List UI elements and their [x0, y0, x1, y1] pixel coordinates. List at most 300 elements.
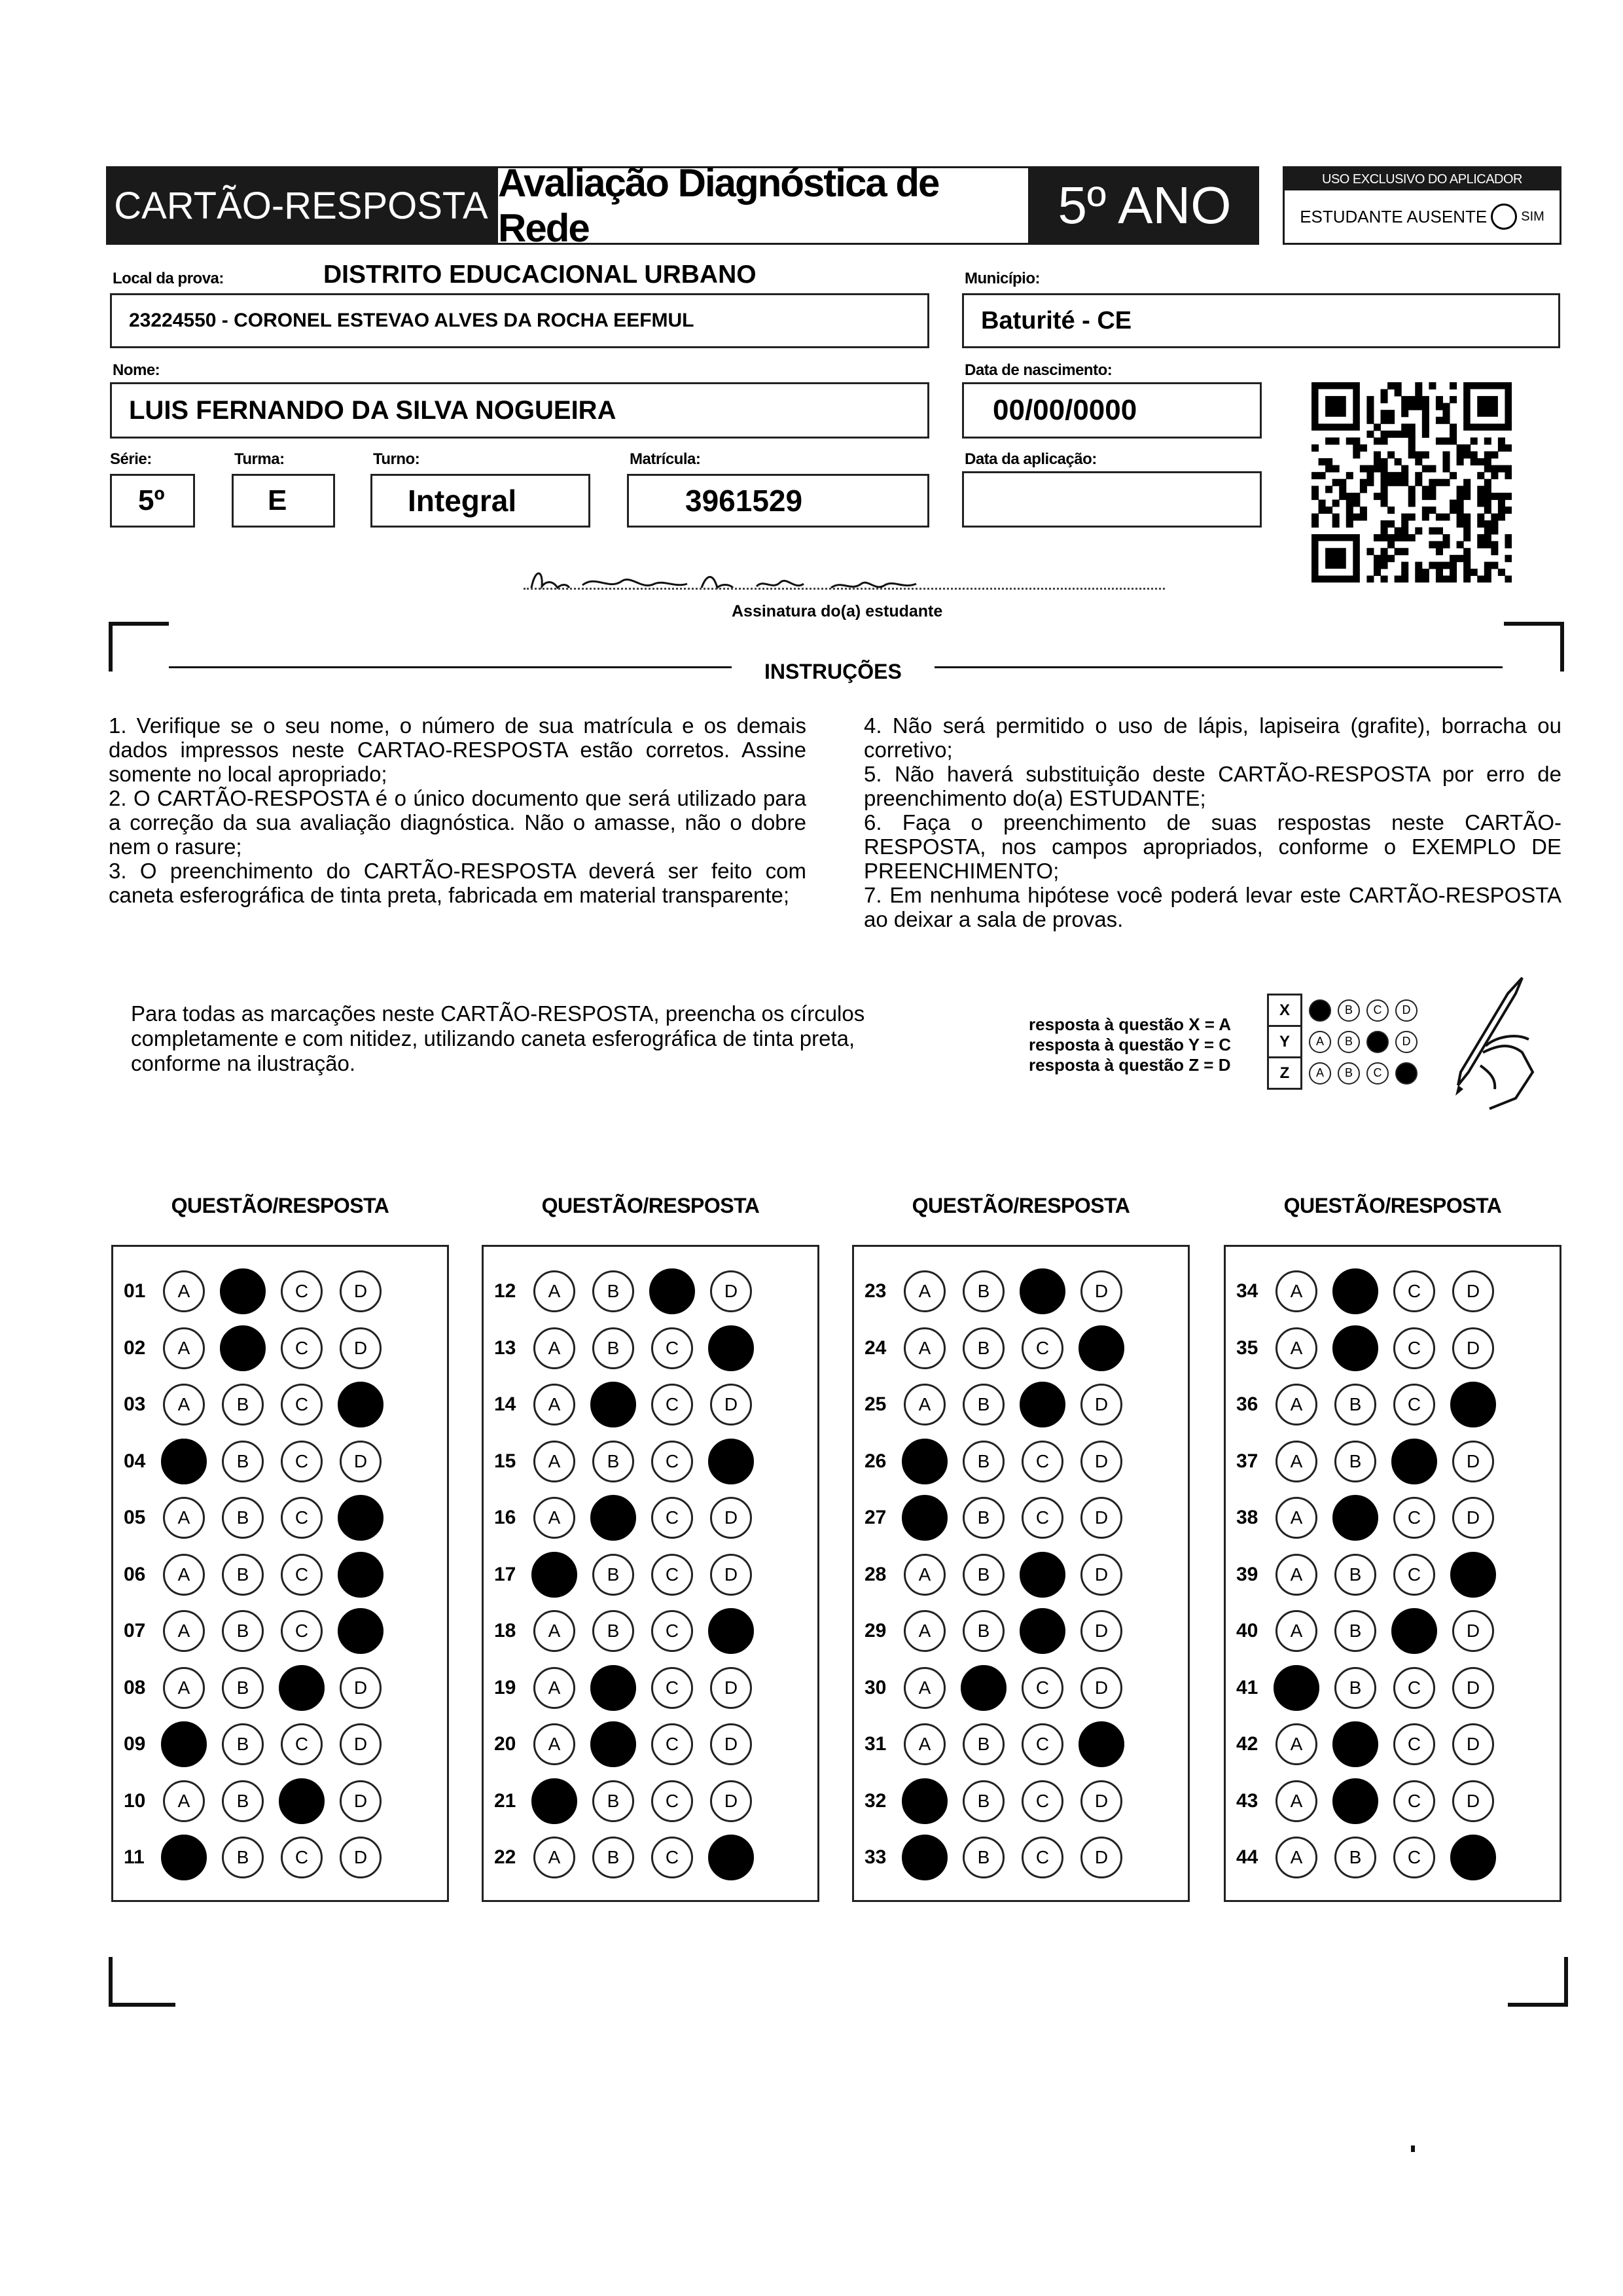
question-number: 42: [1236, 1733, 1258, 1755]
answer-bubble-a[interactable]: [161, 1835, 207, 1880]
table-row: [854, 1385, 1188, 1424]
answer-bubble-c[interactable]: C: [651, 1610, 693, 1652]
answer-grid-column-2: [482, 1245, 819, 1902]
answer-bubble-d[interactable]: [708, 1608, 754, 1654]
question-number: 01: [124, 1280, 146, 1302]
answer-bubble-a[interactable]: A: [533, 1610, 575, 1652]
table-row: [1226, 1272, 1560, 1311]
question-number: 39: [1236, 1563, 1258, 1585]
question-number: 07: [124, 1620, 146, 1641]
table-row: [1226, 1782, 1560, 1821]
instrucao-2: 2. O CARTÃO-RESPOSTA é o único documento que será utilizado para a correção da sua avaliação diagnóstica. Não o amasse, não o dobre nem o rasure;: [109, 786, 806, 859]
answer-bubble-d[interactable]: [1450, 1835, 1496, 1880]
exemplo-questao-label: X: [1268, 995, 1302, 1026]
answer-bubble-a[interactable]: A: [533, 1441, 575, 1482]
question-number: 14: [494, 1393, 516, 1415]
table-row: [854, 1329, 1188, 1368]
answer-bubble-d[interactable]: D: [1080, 1780, 1122, 1822]
answer-bubble-b[interactable]: B: [222, 1384, 264, 1426]
answer-bubble-c[interactable]: [279, 1778, 325, 1824]
answer-bubble-d[interactable]: D: [340, 1837, 382, 1878]
table-row: [484, 1498, 817, 1537]
question-number: 13: [494, 1336, 516, 1359]
answer-bubble-d[interactable]: D: [340, 1780, 382, 1822]
answer-bubble-d[interactable]: D: [1080, 1554, 1122, 1596]
answer-bubble-d[interactable]: D: [710, 1780, 752, 1822]
instrucoes-left-column: [109, 713, 806, 907]
instrucao-1: 1. Verifique se o seu nome, o número de sua matrícula e os demais dados impressos neste CARTAO-RESPOSTA estão corretos. Assine somente no local apropriado;: [109, 713, 806, 786]
answer-bubble-d[interactable]: D: [1080, 1497, 1122, 1539]
answer-bubble-a[interactable]: A: [1275, 1780, 1317, 1822]
answer-bubble-c[interactable]: [279, 1665, 325, 1711]
avaliacao-title: Avaliação Diagnóstica de Rede: [496, 166, 1030, 245]
question-number: 02: [124, 1336, 146, 1359]
answer-bubble-a[interactable]: A: [1275, 1384, 1317, 1426]
answer-bubble-b[interactable]: [961, 1665, 1007, 1711]
exemplo-texto: Para todas as marcações neste CARTÃO-RESPOSTA, preencha os círculos completamente e com nitidez, utilizando caneta esferográfica de tinta preta, conforme na ilustração.: [131, 1001, 865, 1075]
local-label: Local da prova:: [113, 270, 224, 287]
answer-bubble-b[interactable]: B: [222, 1667, 264, 1709]
answer-bubble-b[interactable]: B: [222, 1554, 264, 1596]
answer-bubble-c[interactable]: C: [281, 1610, 323, 1652]
table-row: [1226, 1668, 1560, 1708]
answer-bubble-c[interactable]: C: [1393, 1327, 1435, 1369]
corner-mark-top-left: [109, 622, 169, 672]
table-row: [854, 1272, 1188, 1311]
answer-bubble-d[interactable]: D: [1080, 1384, 1122, 1426]
answer-bubble-b[interactable]: B: [963, 1610, 1005, 1652]
nome-field: [110, 382, 929, 439]
nascimento-field: [962, 382, 1262, 439]
answer-bubble-b[interactable]: B: [1334, 1384, 1376, 1426]
answer-bubble-d[interactable]: [1450, 1552, 1496, 1598]
question-number: 08: [124, 1676, 146, 1698]
answer-bubble-b[interactable]: B: [1334, 1441, 1376, 1482]
answer-bubble-b[interactable]: B: [963, 1554, 1005, 1596]
turno-value: Integral: [408, 484, 517, 518]
table-row: [854, 1725, 1188, 1764]
exemplo-questao-label: Y: [1268, 1026, 1302, 1058]
question-number: 32: [865, 1789, 887, 1812]
answer-bubble-a[interactable]: A: [1275, 1837, 1317, 1878]
serie-label: Série:: [110, 450, 152, 468]
table-row: [113, 1611, 447, 1651]
answer-bubble-d[interactable]: [1079, 1721, 1124, 1767]
answer-bubble-d[interactable]: [338, 1608, 383, 1654]
corner-mark-bottom-right: [1508, 1957, 1568, 2007]
answer-bubble-d[interactable]: D: [1080, 1441, 1122, 1482]
answer-bubble-c[interactable]: C: [281, 1384, 323, 1426]
answer-bubble-b[interactable]: [220, 1325, 266, 1371]
question-number: 11: [124, 1846, 145, 1868]
answer-bubble-b[interactable]: [1332, 1778, 1378, 1824]
answer-bubble-d[interactable]: D: [340, 1667, 382, 1709]
table-row: [484, 1611, 817, 1651]
answer-bubble-d[interactable]: D: [1452, 1270, 1494, 1312]
exemplo-row: [1268, 1026, 1425, 1058]
nascimento-value: 00/00/0000: [993, 394, 1137, 426]
answer-bubble-a[interactable]: [1274, 1665, 1319, 1711]
answer-bubble-d[interactable]: D: [1452, 1327, 1494, 1369]
turma-value: E: [268, 484, 287, 516]
answer-bubble-b[interactable]: B: [222, 1441, 264, 1482]
ausente-bubble[interactable]: [1491, 204, 1517, 230]
answer-bubble-d[interactable]: D: [1452, 1723, 1494, 1765]
answer-bubble-c[interactable]: C: [1393, 1270, 1435, 1312]
table-row: [854, 1442, 1188, 1481]
question-number: 36: [1236, 1393, 1258, 1415]
answer-bubble-d[interactable]: D: [340, 1441, 382, 1482]
answer-bubble-c[interactable]: C: [1022, 1837, 1063, 1878]
question-number: 26: [865, 1450, 887, 1472]
table-row: [854, 1498, 1188, 1537]
answer-bubble-c[interactable]: [1391, 1608, 1437, 1654]
question-number: 37: [1236, 1450, 1258, 1472]
answer-bubble-a[interactable]: A: [163, 1497, 205, 1539]
answer-bubble-a[interactable]: A: [904, 1327, 946, 1369]
table-row: [484, 1272, 817, 1311]
answer-bubble-c[interactable]: C: [1393, 1837, 1435, 1878]
answer-bubble-b[interactable]: [1332, 1721, 1378, 1767]
answer-bubble-a[interactable]: A: [904, 1554, 946, 1596]
question-number: 44: [1236, 1846, 1258, 1868]
answer-bubble-a[interactable]: A: [1275, 1610, 1317, 1652]
answer-bubble-b[interactable]: B: [963, 1723, 1005, 1765]
answer-bubble-c[interactable]: C: [1393, 1667, 1435, 1709]
answer-bubble-b[interactable]: B: [222, 1610, 264, 1652]
table-row: [113, 1555, 447, 1594]
answer-bubble-c[interactable]: C: [1022, 1667, 1063, 1709]
instrucao-7: 7. Em nenhuma hipótese você poderá levar este CARTÃO-RESPOSTA ao deixar a sala de provas.: [864, 883, 1561, 931]
answer-bubble-b[interactable]: B: [963, 1327, 1005, 1369]
answer-bubble-b[interactable]: B: [592, 1837, 634, 1878]
answer-bubble-b[interactable]: B: [592, 1441, 634, 1482]
question-number: 33: [865, 1846, 887, 1868]
answer-bubble-a[interactable]: A: [163, 1667, 205, 1709]
table-row: [113, 1272, 447, 1311]
table-row: [113, 1498, 447, 1537]
question-number: 20: [494, 1733, 516, 1755]
local-escola-field: [110, 293, 929, 348]
question-number: 03: [124, 1393, 146, 1415]
answer-bubble-d[interactable]: D: [710, 1497, 752, 1539]
answer-bubble-c[interactable]: C: [1022, 1497, 1063, 1539]
answer-bubble-a[interactable]: A: [1275, 1497, 1317, 1539]
answer-bubble-d[interactable]: [708, 1325, 754, 1371]
answer-bubble-b[interactable]: B: [592, 1554, 634, 1596]
answer-bubble-d[interactable]: D: [1080, 1667, 1122, 1709]
table-row: [1226, 1555, 1560, 1594]
answer-bubble-a[interactable]: A: [904, 1723, 946, 1765]
header-bar: [106, 161, 1259, 250]
table-row: [113, 1668, 447, 1708]
question-number: 17: [494, 1563, 516, 1585]
answer-bubble-b[interactable]: [590, 1495, 636, 1541]
answer-bubble-c[interactable]: [649, 1268, 695, 1314]
ano-badge: 5º ANO: [1030, 166, 1259, 245]
question-number: 06: [124, 1563, 146, 1585]
answer-bubble-c[interactable]: [1020, 1608, 1065, 1654]
answer-bubble-b[interactable]: B: [222, 1723, 264, 1765]
table-row: [484, 1329, 817, 1368]
answer-bubble-a[interactable]: [161, 1721, 207, 1767]
aplicacao-field[interactable]: [962, 471, 1262, 528]
instrucoes-title: INSTRUÇÕES: [764, 660, 902, 683]
exemplo-bubble-b: B: [1338, 1062, 1360, 1085]
exemplo-bubble-d: [1395, 1062, 1418, 1085]
answer-bubble-b[interactable]: B: [222, 1837, 264, 1878]
table-row: [484, 1555, 817, 1594]
answer-bubble-d[interactable]: D: [710, 1554, 752, 1596]
answer-bubble-b[interactable]: B: [963, 1837, 1005, 1878]
answer-grid-column-4: [1224, 1245, 1561, 1902]
answer-bubble-d[interactable]: [708, 1439, 754, 1484]
answer-bubble-c[interactable]: C: [281, 1441, 323, 1482]
answer-bubble-d[interactable]: D: [1452, 1667, 1494, 1709]
answer-bubble-a[interactable]: A: [533, 1327, 575, 1369]
answer-bubble-d[interactable]: [338, 1552, 383, 1598]
answer-bubble-c[interactable]: C: [651, 1384, 693, 1426]
answer-bubble-c[interactable]: [1391, 1439, 1437, 1484]
answer-bubble-b[interactable]: B: [592, 1270, 634, 1312]
question-number: 34: [1236, 1280, 1258, 1302]
municipio-value: Baturité - CE: [981, 306, 1132, 334]
answer-bubble-c[interactable]: C: [281, 1270, 323, 1312]
table-row: [113, 1725, 447, 1764]
instrucao-3: 3. O preenchimento do CARTÃO-RESPOSTA deverá ser feito com caneta esferográfica de tinta preta, fabricada em material transparente;: [109, 859, 806, 907]
table-row: [484, 1385, 817, 1424]
question-number: 09: [124, 1733, 146, 1755]
answer-bubble-a[interactable]: [902, 1439, 948, 1484]
question-number: 28: [865, 1563, 887, 1585]
answer-bubble-b[interactable]: [220, 1268, 266, 1314]
answer-bubble-c[interactable]: C: [1022, 1723, 1063, 1765]
answer-bubble-a[interactable]: A: [163, 1327, 205, 1369]
answer-bubble-b[interactable]: B: [1334, 1837, 1376, 1878]
answer-bubble-d[interactable]: D: [340, 1327, 382, 1369]
question-number: 27: [865, 1507, 887, 1528]
instrucao-6: 6. Faça o preenchimento de suas respostas neste CARTÃO-RESPOSTA, nos campos apropriados, conforme o EXEMPLO DE PREENCHIMENTO;: [864, 810, 1561, 883]
answer-bubble-b[interactable]: B: [963, 1441, 1005, 1482]
serie-field: [110, 474, 195, 528]
answer-bubble-b[interactable]: B: [963, 1780, 1005, 1822]
answer-bubble-b[interactable]: B: [222, 1780, 264, 1822]
matricula-field: [627, 474, 929, 528]
answer-bubble-c[interactable]: C: [651, 1723, 693, 1765]
answer-bubble-b[interactable]: B: [592, 1780, 634, 1822]
answer-bubble-a[interactable]: A: [904, 1610, 946, 1652]
answer-bubble-d[interactable]: D: [710, 1723, 752, 1765]
turma-field: [232, 474, 335, 528]
answer-bubble-a[interactable]: A: [1275, 1723, 1317, 1765]
answer-bubble-d[interactable]: D: [710, 1270, 752, 1312]
answer-bubble-b[interactable]: [1332, 1268, 1378, 1314]
answer-bubble-b[interactable]: [590, 1665, 636, 1711]
answer-bubble-a[interactable]: A: [533, 1270, 575, 1312]
table-row: [113, 1838, 447, 1877]
answer-bubble-d[interactable]: D: [340, 1270, 382, 1312]
answer-bubble-c[interactable]: C: [651, 1554, 693, 1596]
answer-bubble-c[interactable]: C: [651, 1497, 693, 1539]
answer-bubble-d[interactable]: [1450, 1382, 1496, 1427]
table-row: [1226, 1611, 1560, 1651]
answer-bubble-c[interactable]: C: [1393, 1497, 1435, 1539]
answer-bubble-a[interactable]: A: [904, 1667, 946, 1709]
exemplo-legendas: [1029, 1014, 1231, 1075]
answer-bubble-b[interactable]: B: [1334, 1667, 1376, 1709]
question-number: 05: [124, 1507, 146, 1528]
answer-bubble-a[interactable]: A: [163, 1610, 205, 1652]
answer-bubble-a[interactable]: [531, 1552, 577, 1598]
sim-label: SIM: [1521, 209, 1544, 224]
answer-bubble-b[interactable]: [590, 1721, 636, 1767]
answer-bubble-c[interactable]: C: [281, 1554, 323, 1596]
table-row: [113, 1385, 447, 1424]
answer-bubble-d[interactable]: D: [1452, 1441, 1494, 1482]
answer-bubble-a[interactable]: A: [163, 1554, 205, 1596]
exemplo-bubble-d: D: [1395, 999, 1418, 1022]
answer-bubble-c[interactable]: C: [1022, 1327, 1063, 1369]
exemplo-bubble-a: A: [1309, 1031, 1331, 1053]
answer-bubble-c[interactable]: C: [1393, 1723, 1435, 1765]
question-number: 22: [494, 1846, 516, 1868]
answer-bubble-d[interactable]: D: [1080, 1837, 1122, 1878]
questao-resposta-title: QUESTÃO/RESPOSTA: [541, 1194, 760, 1217]
answer-bubble-d[interactable]: D: [1452, 1497, 1494, 1539]
answer-bubble-b[interactable]: [1332, 1325, 1378, 1371]
question-number: 21: [494, 1789, 516, 1812]
answer-bubble-b[interactable]: B: [592, 1327, 634, 1369]
question-number: 31: [865, 1733, 887, 1755]
answer-bubble-a[interactable]: A: [163, 1270, 205, 1312]
answer-bubble-d[interactable]: D: [1080, 1270, 1122, 1312]
answer-grid-column-1: [111, 1245, 449, 1902]
answer-bubble-a[interactable]: A: [1275, 1554, 1317, 1596]
answer-bubble-a[interactable]: A: [1275, 1327, 1317, 1369]
answer-bubble-d[interactable]: D: [1452, 1780, 1494, 1822]
answer-bubble-b[interactable]: B: [222, 1497, 264, 1539]
table-row: [854, 1668, 1188, 1708]
answer-bubble-b[interactable]: B: [963, 1270, 1005, 1312]
instrucoes-right-column: [864, 713, 1561, 931]
answer-bubble-c[interactable]: C: [281, 1723, 323, 1765]
table-row: [113, 1782, 447, 1821]
local-distrito: DISTRITO EDUCACIONAL URBANO: [323, 260, 757, 289]
answer-bubble-d[interactable]: D: [1080, 1610, 1122, 1652]
answer-bubble-b[interactable]: B: [1334, 1554, 1376, 1596]
table-row: [484, 1668, 817, 1708]
hand-pen-icon: [1418, 974, 1535, 1111]
serie-value: 5º: [138, 484, 165, 516]
questao-resposta-title: QUESTÃO/RESPOSTA: [171, 1194, 389, 1217]
answer-bubble-a[interactable]: A: [1275, 1270, 1317, 1312]
answer-bubble-c[interactable]: C: [1393, 1780, 1435, 1822]
answer-bubble-c[interactable]: C: [1022, 1441, 1063, 1482]
answer-bubble-c[interactable]: [1020, 1268, 1065, 1314]
questao-resposta-title: QUESTÃO/RESPOSTA: [912, 1194, 1130, 1217]
answer-bubble-a[interactable]: A: [904, 1270, 946, 1312]
answer-bubble-c[interactable]: [1020, 1552, 1065, 1598]
question-number: 23: [865, 1280, 887, 1302]
answer-bubble-c[interactable]: C: [281, 1327, 323, 1369]
answer-bubble-d[interactable]: D: [710, 1384, 752, 1426]
answer-bubble-b[interactable]: [1332, 1495, 1378, 1541]
answer-bubble-c[interactable]: C: [281, 1497, 323, 1539]
exemplo-questao-label: Z: [1268, 1058, 1302, 1089]
question-number: 25: [865, 1393, 887, 1415]
answer-bubble-a[interactable]: [531, 1778, 577, 1824]
signature-line: [524, 588, 1165, 590]
answer-bubble-a[interactable]: A: [533, 1667, 575, 1709]
answer-bubble-d[interactable]: D: [340, 1723, 382, 1765]
answer-bubble-a[interactable]: A: [533, 1497, 575, 1539]
answer-bubble-b[interactable]: B: [1334, 1610, 1376, 1652]
answer-bubble-d[interactable]: [708, 1835, 754, 1880]
answer-bubble-d[interactable]: D: [710, 1667, 752, 1709]
answer-bubble-a[interactable]: A: [533, 1837, 575, 1878]
question-number: 40: [1236, 1620, 1258, 1641]
answer-bubble-a[interactable]: [902, 1835, 948, 1880]
corner-mark-top-right: [1504, 622, 1564, 672]
legenda-x: resposta à questão X = A: [1029, 1014, 1231, 1034]
answer-bubble-a[interactable]: A: [163, 1780, 205, 1822]
answer-bubble-d[interactable]: D: [1452, 1610, 1494, 1652]
answer-bubble-c[interactable]: C: [651, 1837, 693, 1878]
answer-bubble-c[interactable]: C: [651, 1441, 693, 1482]
answer-bubble-d[interactable]: [338, 1382, 383, 1427]
table-row: [1226, 1329, 1560, 1368]
local-escola-value: 23224550 - CORONEL ESTEVAO ALVES DA ROCHA EEFMUL: [129, 310, 694, 331]
answer-bubble-a[interactable]: A: [1275, 1441, 1317, 1482]
question-number: 16: [494, 1507, 516, 1528]
answer-bubble-c[interactable]: C: [1393, 1384, 1435, 1426]
answer-bubble-c[interactable]: C: [281, 1837, 323, 1878]
answer-bubble-d[interactable]: [338, 1495, 383, 1541]
answer-bubble-a[interactable]: A: [163, 1384, 205, 1426]
answer-bubble-c[interactable]: [1020, 1382, 1065, 1427]
matricula-label: Matrícula:: [630, 450, 701, 468]
question-number: 18: [494, 1620, 516, 1641]
question-number: 10: [124, 1789, 146, 1812]
answer-bubble-c[interactable]: C: [651, 1327, 693, 1369]
answer-bubble-a[interactable]: A: [904, 1384, 946, 1426]
answer-bubble-b[interactable]: B: [592, 1610, 634, 1652]
table-row: [484, 1442, 817, 1481]
answer-bubble-b[interactable]: B: [963, 1384, 1005, 1426]
nascimento-label: Data de nascimento:: [965, 361, 1113, 379]
instrucoes-rule-left: [169, 666, 732, 668]
answer-bubble-a[interactable]: [902, 1778, 948, 1824]
answer-bubble-c[interactable]: C: [651, 1667, 693, 1709]
exemplo-row: [1268, 1058, 1425, 1089]
answer-bubble-c[interactable]: C: [1022, 1780, 1063, 1822]
municipio-field: [962, 293, 1560, 348]
answer-bubble-d[interactable]: [1079, 1325, 1124, 1371]
answer-bubble-c[interactable]: C: [1393, 1554, 1435, 1596]
answer-bubble-c[interactable]: C: [651, 1780, 693, 1822]
answer-bubble-a[interactable]: [161, 1439, 207, 1484]
answer-bubble-b[interactable]: [590, 1382, 636, 1427]
uso-exclusivo-label: USO EXCLUSIVO DO APLICADOR: [1285, 168, 1560, 190]
exemplo-bubble-b: B: [1338, 1031, 1360, 1053]
answer-bubble-b[interactable]: B: [963, 1497, 1005, 1539]
answer-bubble-a[interactable]: A: [533, 1384, 575, 1426]
answer-bubble-a[interactable]: A: [533, 1723, 575, 1765]
exemplo-bubble-b: B: [1338, 999, 1360, 1022]
instrucoes-rule-right: [935, 666, 1503, 668]
answer-bubble-a[interactable]: [902, 1495, 948, 1541]
question-number: 24: [865, 1336, 887, 1359]
